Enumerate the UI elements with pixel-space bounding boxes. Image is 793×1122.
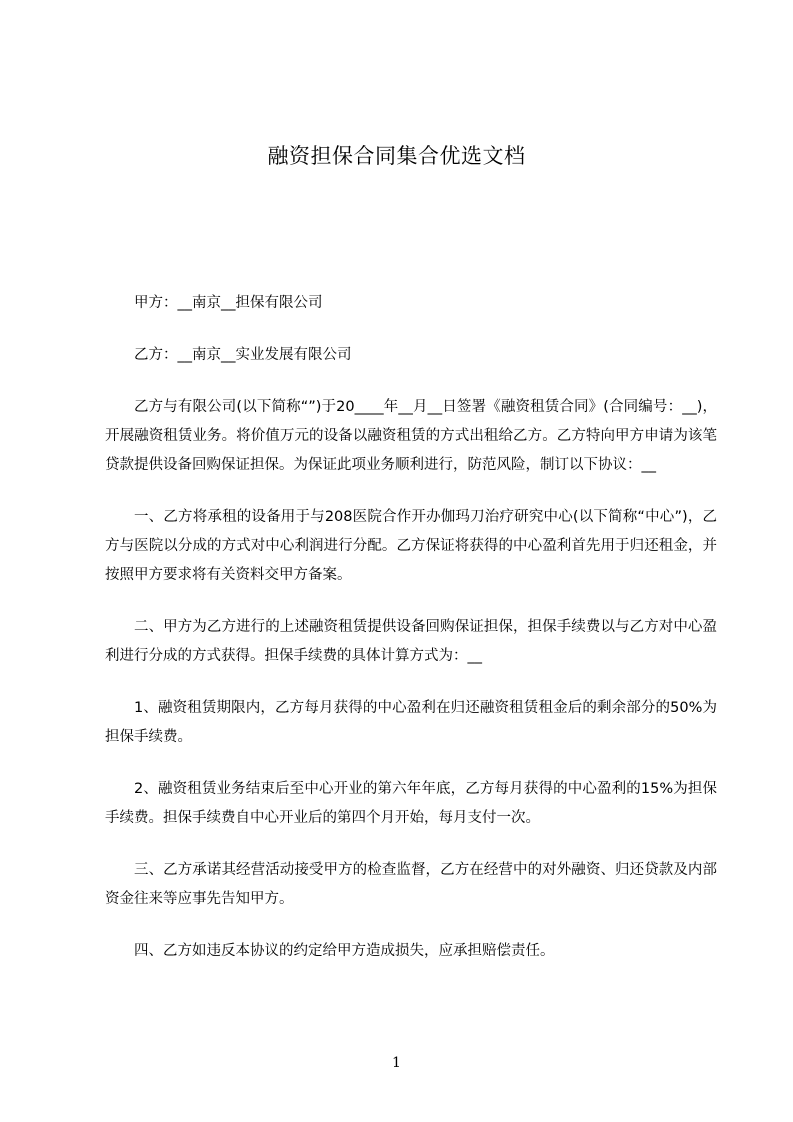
party-b-line: 乙方：__南京__实业发展有限公司 xyxy=(134,347,352,363)
document-title: 融资担保合同集合优选文档 xyxy=(267,144,526,168)
clause-2-item-2-paragraph: 2、融资租赁业务结束后至中心开业的第六年年底，乙方每月获得的中心盈利的15%为担保手续费。担保手续费自中心开业后的第四个月开始，每月支付一次。 xyxy=(105,781,717,826)
preamble-paragraph: 乙方与有限公司(以下简称“”)于20____年__月__日签署《融资租赁合同》(合同编号：__)，开展融资租赁业务。将价值万元的设备以融资租赁的方式出租给乙方。乙方特向甲方申请为该笔贷款提供设备回购保证担保。为保证此项业务顺利进行，防范风险，制订以下协议：__ xyxy=(105,399,717,473)
page-number: 1 xyxy=(392,1055,401,1071)
party-a-line: 甲方：__南京__担保有限公司 xyxy=(134,295,323,311)
document-body xyxy=(105,289,717,989)
clause-2-paragraph: 二、甲方为乙方进行的上述融资租赁提供设备回购保证担保，担保手续费以与乙方对中心盈利进行分成的方式获得。担保手续费的具体计算方式为：__ xyxy=(105,619,717,664)
clause-1-paragraph: 一、乙方将承租的设备用于与208医院合作开办伽玛刀治疗研究中心(以下简称“中心”)，乙方与医院以分成的方式对中心利润进行分配。乙方保证将获得的中心盈利首先用于归还租金，并按照甲方要求将有关资料交甲方备案。 xyxy=(105,509,717,583)
clause-3-paragraph: 三、乙方承诺其经营活动接受甲方的检查监督，乙方在经营中的对外融资、归还贷款及内部资金往来等应事先告知甲方。 xyxy=(105,862,717,907)
clause-4-paragraph: 四、乙方如违反本协议的约定给甲方造成损失，应承担赔偿责任。 xyxy=(134,943,555,959)
clause-2-item-1-paragraph: 1、融资租赁期限内，乙方每月获得的中心盈利在归还融资租赁租金后的剩余部分的50%为担保手续费。 xyxy=(105,700,717,745)
